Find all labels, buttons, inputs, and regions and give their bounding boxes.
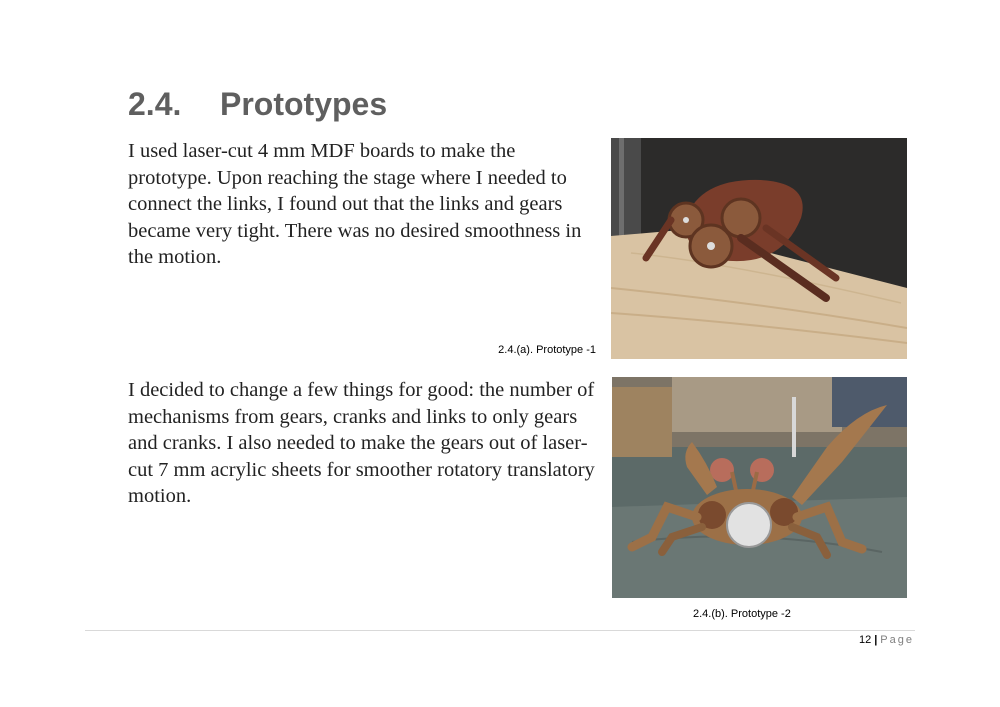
prototype-1-photo xyxy=(611,138,907,359)
footer-divider xyxy=(85,630,915,631)
paragraph-2: I decided to change a few things for good: the number of mechanisms from gears, cranks and links to only gears and cranks. I also needed to make the gears out of laser-cut 7 mm acrylic sheets for smoother rotatory translatory motion. xyxy=(128,379,595,507)
page-number: 12 xyxy=(858,634,872,646)
section-heading xyxy=(128,86,387,123)
section-title: Prototypes xyxy=(220,86,388,122)
paragraph-1: I used laser-cut 4 mm MDF boards to make the prototype. Upon reaching the stage where I needed to connect the links, I found out that the links and gears became very tight. There was no desired smoothness in the motion. xyxy=(128,140,582,268)
page-label: Page xyxy=(880,634,914,646)
section-number: 2.4. xyxy=(128,86,182,122)
footer-separator: | xyxy=(874,634,878,646)
figure-2-caption: 2.4.(b). Prototype -2 xyxy=(693,608,791,620)
prototype-2-photo xyxy=(612,377,907,598)
page-footer xyxy=(859,634,914,646)
figure-1-caption: 2.4.(a). Prototype -1 xyxy=(498,344,596,356)
